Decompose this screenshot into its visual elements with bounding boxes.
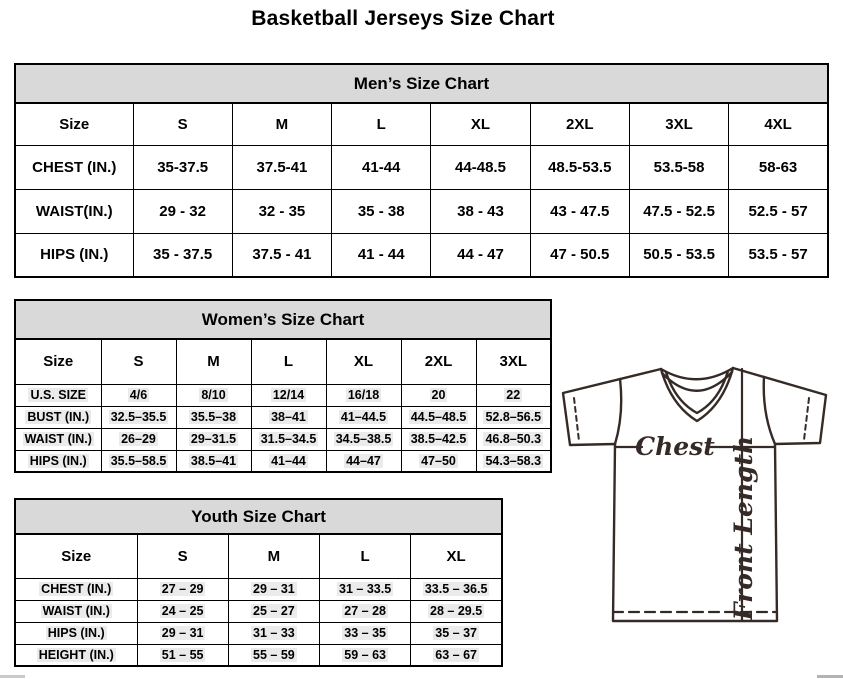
row-label: CHEST (IN.) [15,578,137,600]
page-title: Basketball Jerseys Size Chart [251,7,555,30]
column-header: 2XL [401,339,476,384]
row-label: HIPS (IN.) [15,233,133,277]
size-value-cell: 38 - 43 [431,189,530,233]
size-value-cell: 33 – 35 [320,622,411,644]
jersey-armhole-left [615,379,621,444]
table-row [15,600,502,622]
size-value-cell: 38.5–42.5 [401,428,476,450]
horizontal-scrollbar-fragment-left[interactable] [0,675,25,678]
jersey-armhole-right [764,377,775,444]
table-title: Youth Size Chart [15,499,502,534]
size-value-cell: 20 [401,384,476,406]
column-header: M [228,534,319,578]
size-value-cell: 53.5-58 [629,145,728,189]
size-value-cell: 59 – 63 [320,644,411,666]
jersey-measurement-diagram [556,360,843,636]
table-row [15,450,551,472]
front-length-label: Front Length [729,435,758,621]
column-header: 2XL [530,103,629,145]
size-value-cell: 4/6 [101,384,176,406]
size-value-cell: 29 - 32 [133,189,232,233]
sleeve-cuff-dashed-right [804,398,809,440]
size-value-cell: 33.5 – 36.5 [411,578,502,600]
row-label: BUST (IN.) [15,406,101,428]
size-value-cell: 52.8–56.5 [476,406,551,428]
size-value-cell: 38.5–41 [176,450,251,472]
column-header: Size [15,103,133,145]
table-row [15,622,502,644]
womens-size-chart-table [14,299,552,473]
size-value-cell: 31.5–34.5 [251,428,326,450]
size-value-cell: 55 – 59 [228,644,319,666]
size-value-cell: 43 - 47.5 [530,189,629,233]
row-label: U.S. SIZE [15,384,101,406]
size-value-cell: 28 – 29.5 [411,600,502,622]
column-header: Size [15,534,137,578]
size-value-cell: 52.5 - 57 [729,189,828,233]
column-header: L [332,103,431,145]
size-value-cell: 29 – 31 [228,578,319,600]
jersey-outline [563,368,826,621]
size-value-cell: 32 - 35 [232,189,331,233]
size-value-cell: 35 - 37.5 [133,233,232,277]
size-value-cell: 27 – 28 [320,600,411,622]
size-value-cell: 41–44 [251,450,326,472]
jersey-collar [661,368,733,421]
size-value-cell: 24 – 25 [137,600,228,622]
column-header: L [251,339,326,384]
size-value-cell: 44–47 [326,450,401,472]
column-header: 3XL [476,339,551,384]
size-value-cell: 31 – 33.5 [320,578,411,600]
size-value-cell: 47–50 [401,450,476,472]
size-value-cell: 34.5–38.5 [326,428,401,450]
size-value-cell: 35 - 38 [332,189,431,233]
size-value-cell: 41 - 44 [332,233,431,277]
size-value-cell: 48.5-53.5 [530,145,629,189]
column-header: XL [326,339,401,384]
size-value-cell: 44-48.5 [431,145,530,189]
size-value-cell: 41–44.5 [326,406,401,428]
size-value-cell: 63 – 67 [411,644,502,666]
column-header: XL [411,534,502,578]
size-value-cell: 51 – 55 [137,644,228,666]
row-label: HIPS (IN.) [15,622,137,644]
size-value-cell: 29–31.5 [176,428,251,450]
size-value-cell: 12/14 [251,384,326,406]
mens-size-chart-table [14,63,829,278]
size-value-cell: 16/18 [326,384,401,406]
table-row [15,578,502,600]
size-value-cell: 47.5 - 52.5 [629,189,728,233]
row-label: CHEST (IN.) [15,145,133,189]
row-label: HEIGHT (IN.) [15,644,137,666]
row-label: WAIST(IN.) [15,189,133,233]
size-value-cell: 32.5–35.5 [101,406,176,428]
size-value-cell: 44.5–48.5 [401,406,476,428]
row-label: WAIST (IN.) [15,428,101,450]
table-row [15,428,551,450]
column-header: 4XL [729,103,828,145]
table-row [15,406,551,428]
chest-label: Chest [635,432,715,461]
table-title: Women’s Size Chart [15,300,551,339]
size-value-cell: 26–29 [101,428,176,450]
size-value-cell: 58-63 [729,145,828,189]
table-row [15,189,828,233]
size-value-cell: 35.5–58.5 [101,450,176,472]
horizontal-scrollbar-fragment-right[interactable] [817,675,843,678]
column-header: Size [15,339,101,384]
table-row [15,233,828,277]
row-label: WAIST (IN.) [15,600,137,622]
sleeve-cuff-dashed-left [574,398,579,441]
size-value-cell: 50.5 - 53.5 [629,233,728,277]
table-row [15,644,502,666]
column-header: XL [431,103,530,145]
size-value-cell: 27 – 29 [137,578,228,600]
size-value-cell: 35.5–38 [176,406,251,428]
size-value-cell: 8/10 [176,384,251,406]
size-value-cell: 35 – 37 [411,622,502,644]
size-value-cell: 37.5 - 41 [232,233,331,277]
size-value-cell: 41-44 [332,145,431,189]
column-header: M [176,339,251,384]
size-value-cell: 44 - 47 [431,233,530,277]
size-value-cell: 22 [476,384,551,406]
table-row [15,384,551,406]
size-value-cell: 38–41 [251,406,326,428]
youth-size-chart-table [14,498,503,667]
column-header: 3XL [629,103,728,145]
size-value-cell: 47 - 50.5 [530,233,629,277]
table-row [15,145,828,189]
size-value-cell: 35-37.5 [133,145,232,189]
column-header: S [133,103,232,145]
size-value-cell: 31 – 33 [228,622,319,644]
column-header: M [232,103,331,145]
size-value-cell: 37.5-41 [232,145,331,189]
column-header: L [320,534,411,578]
row-label: HIPS (IN.) [15,450,101,472]
size-value-cell: 46.8–50.3 [476,428,551,450]
table-title: Men’s Size Chart [15,64,828,103]
size-value-cell: 54.3–58.3 [476,450,551,472]
size-value-cell: 53.5 - 57 [729,233,828,277]
column-header: S [137,534,228,578]
column-header: S [101,339,176,384]
size-value-cell: 25 – 27 [228,600,319,622]
size-value-cell: 29 – 31 [137,622,228,644]
